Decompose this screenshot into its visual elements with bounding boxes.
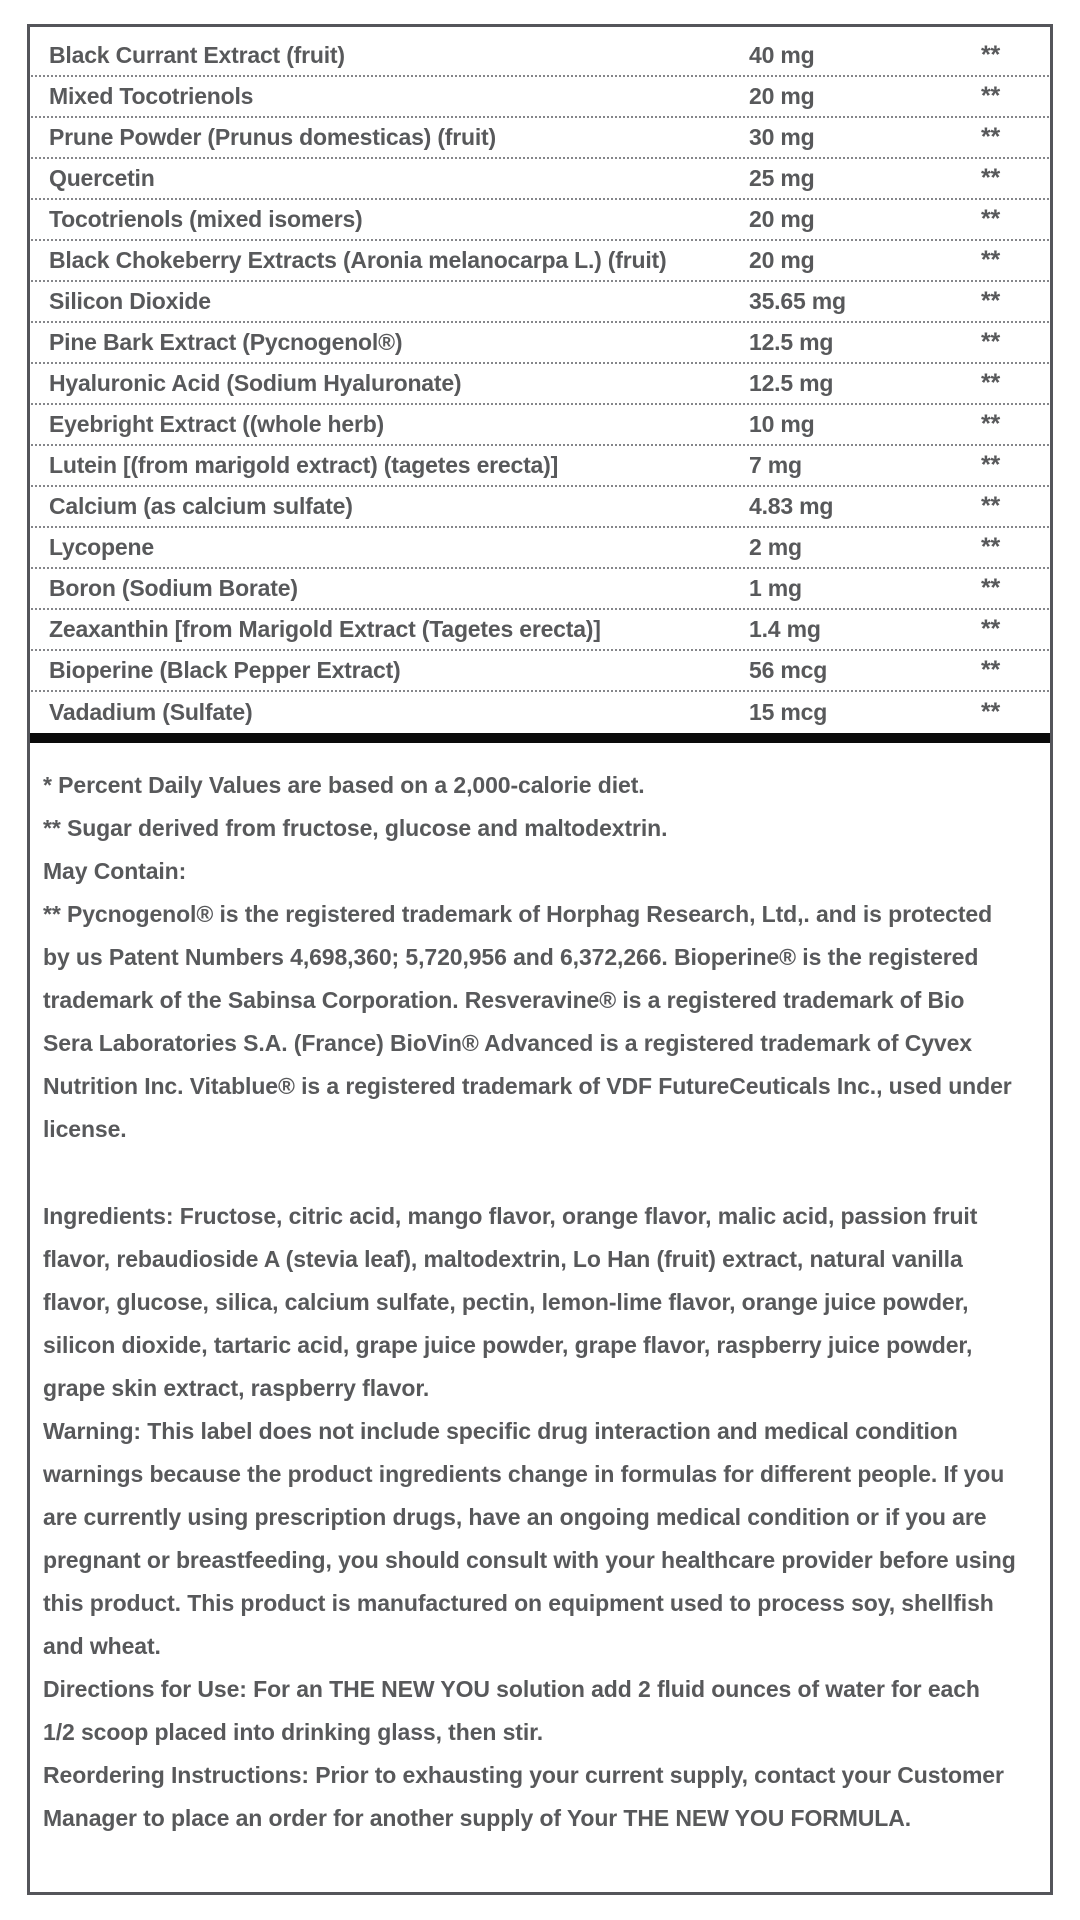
supplement-table	[30, 27, 1050, 733]
daily-value-marker: **	[981, 698, 1001, 726]
ingredient-amount: 20 mg	[749, 247, 815, 273]
ingredient-name: Boron (Sodium Borate)	[49, 575, 298, 601]
table-row	[31, 77, 1049, 118]
ingredient-name: Eyebright Extract ((whole herb)	[49, 411, 385, 437]
ingredient-amount: 30 mg	[749, 124, 815, 150]
ingredient-amount: 12.5 mg	[749, 370, 834, 396]
ingredient-amount: 10 mg	[749, 411, 815, 437]
thick-divider	[30, 733, 1050, 743]
ingredient-name: Bioperine (Black Pepper Extract)	[49, 657, 401, 683]
ingredient-name: Tocotrienols (mixed isomers)	[49, 206, 363, 232]
table-row	[31, 323, 1049, 364]
table-row	[31, 282, 1049, 323]
footnotes-section	[30, 743, 1050, 1840]
ingredient-name: Vadadium (Sulfate)	[49, 699, 253, 725]
table-row	[31, 241, 1049, 282]
ingredient-name: Pine Bark Extract (Pycnogenol®)	[49, 329, 403, 355]
table-row	[31, 569, 1049, 610]
ingredient-amount: 2 mg	[749, 534, 802, 560]
ingredient-name: Prune Powder (Prunus domesticas) (fruit)	[49, 124, 496, 150]
footnote-sugar-source: ** Sugar derived from fructose, glucose and maltodextrin.	[43, 815, 668, 841]
directions-paragraph: Directions for Use: For an THE NEW YOU solution add 2 fluid ounces of water for each 1/2 scoop placed into drinking glass, then stir.	[43, 1676, 980, 1745]
table-row	[31, 36, 1049, 77]
ingredient-name: Quercetin	[49, 165, 155, 191]
ingredient-amount: 1 mg	[749, 575, 802, 601]
daily-value-marker: **	[981, 328, 1001, 356]
table-row	[31, 405, 1049, 446]
ingredient-amount: 25 mg	[749, 165, 815, 191]
trademark-paragraph: ** Pycnogenol® is the registered trademark of Horphag Research, Ltd,. and is protected by us Patent Numbers 4,698,360; 5,720,956 and 6,372,266. Bioperine® is the registered trademark of the Sabinsa Corporation. Resveravine® is a registered trademark of Bio Sera Laboratories S.A. (France) BioVin® Advanced is a registered trademark of Cyvex Nutrition Inc. Vitablue® is a registered trademark of VDF FutureCeuticals Inc., used under license.	[43, 901, 1012, 1142]
warning-paragraph: Warning: This label does not include specific drug interaction and medical condition warnings because the product ingredients change in formulas for different people. If you are currently using prescription drugs, have an ongoing medical condition or if you are pregnant or breastfeeding, you should consult with your healthcare provider before using this product. This product is manufactured on equipment used to process soy, shellfish and wheat.	[43, 1418, 1016, 1659]
table-row	[31, 651, 1049, 692]
supplement-facts-panel	[27, 24, 1053, 1895]
ingredient-name: Black Currant Extract (fruit)	[49, 42, 345, 68]
ingredient-name: Calcium (as calcium sulfate)	[49, 493, 353, 519]
ingredient-name: Black Chokeberry Extracts (Aronia melanocarpa L.) (fruit)	[49, 247, 667, 273]
table-row	[31, 528, 1049, 569]
daily-value-marker: **	[981, 533, 1001, 561]
footnote-daily-values: * Percent Daily Values are based on a 2,000-calorie diet.	[43, 772, 645, 798]
ingredient-name: Mixed Tocotrienols	[49, 83, 254, 109]
ingredient-amount: 56 mcg	[749, 657, 828, 683]
reordering-paragraph: Reordering Instructions: Prior to exhausting your current supply, contact your Customer Manager to place an order for another supply of Your THE NEW YOU FORMULA.	[43, 1762, 1004, 1831]
ingredient-name: Lycopene	[49, 534, 154, 560]
ingredients-paragraph: Ingredients: Fructose, citric acid, mango flavor, orange flavor, malic acid, passion fruit flavor, rebaudioside A (stevia leaf), maltodextrin, Lo Han (fruit) extract, natural vanilla flavor, glucose, silica, calcium sulfate, pectin, lemon-lime flavor, orange juice powder, silicon dioxide, tartaric acid, grape juice powder, grape flavor, raspberry juice powder, grape skin extract, raspberry flavor.	[43, 1203, 978, 1401]
table-row	[31, 200, 1049, 241]
daily-value-marker: **	[981, 246, 1001, 274]
daily-value-marker: **	[981, 369, 1001, 397]
daily-value-marker: **	[981, 492, 1001, 520]
ingredient-amount: 40 mg	[749, 42, 815, 68]
daily-value-marker: **	[981, 656, 1001, 684]
ingredient-name: Zeaxanthin [from Marigold Extract (Tagetes erecta)]	[49, 616, 601, 642]
ingredient-amount: 35.65 mg	[749, 288, 846, 314]
daily-value-marker: **	[981, 451, 1001, 479]
ingredient-name: Hyaluronic Acid (Sodium Hyaluronate)	[49, 370, 462, 396]
table-row	[31, 487, 1049, 528]
table-row	[31, 118, 1049, 159]
ingredient-name: Silicon Dioxide	[49, 288, 211, 314]
table-row	[31, 446, 1049, 487]
ingredient-amount: 20 mg	[749, 83, 815, 109]
daily-value-marker: **	[981, 41, 1001, 69]
daily-value-marker: **	[981, 123, 1001, 151]
ingredient-name: Lutein [(from marigold extract) (tagetes erecta)]	[49, 452, 559, 478]
ingredient-amount: 1.4 mg	[749, 616, 821, 642]
table-row	[31, 364, 1049, 405]
daily-value-marker: **	[981, 164, 1001, 192]
daily-value-marker: **	[981, 205, 1001, 233]
ingredient-amount: 4.83 mg	[749, 493, 834, 519]
daily-value-marker: **	[981, 615, 1001, 643]
ingredient-amount: 15 mcg	[749, 699, 828, 725]
ingredient-amount: 20 mg	[749, 206, 815, 232]
table-row	[31, 159, 1049, 200]
table-row	[31, 692, 1049, 733]
daily-value-marker: **	[981, 287, 1001, 315]
ingredient-amount: 7 mg	[749, 452, 802, 478]
ingredient-amount: 12.5 mg	[749, 329, 834, 355]
daily-value-marker: **	[981, 574, 1001, 602]
table-row	[31, 610, 1049, 651]
may-contain-heading: May Contain:	[43, 858, 187, 884]
daily-value-marker: **	[981, 82, 1001, 110]
daily-value-marker: **	[981, 410, 1001, 438]
